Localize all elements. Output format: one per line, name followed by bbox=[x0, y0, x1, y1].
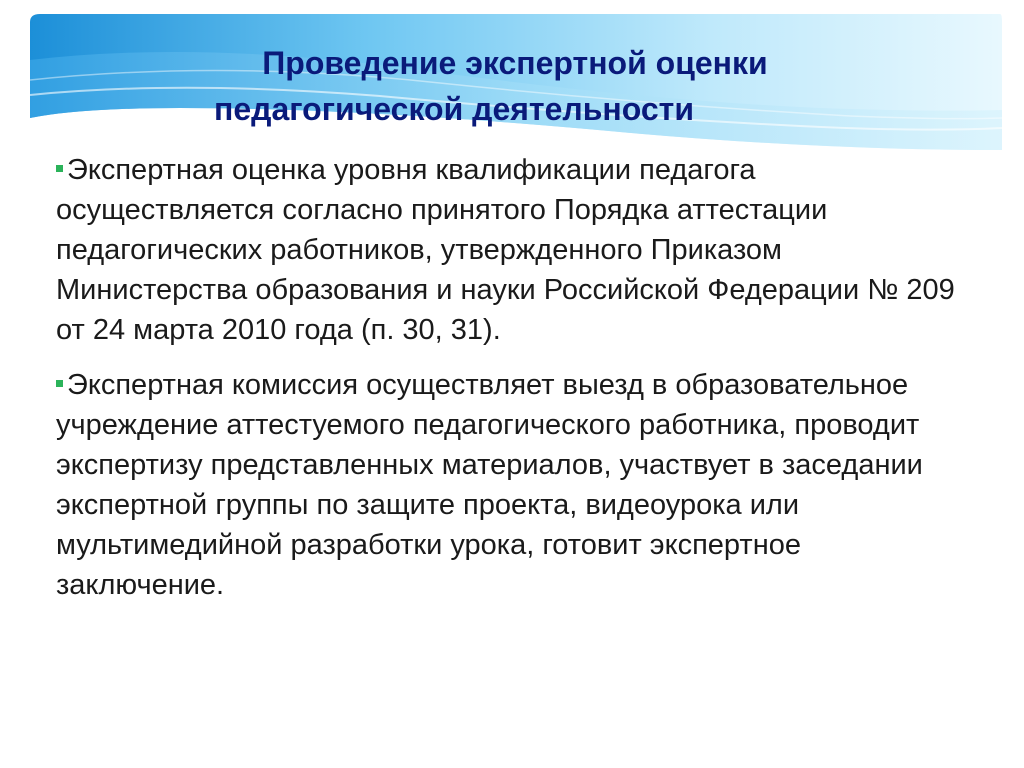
slide-body bbox=[56, 150, 956, 620]
bullet-square-icon bbox=[56, 165, 63, 172]
title-line-2: педагогической деятельности bbox=[214, 91, 694, 127]
title-line-1: Проведение экспертной оценки bbox=[262, 45, 768, 81]
bullet-text: Экспертная комиссия осуществляет выезд в образовательное учреждение аттестуемого педагогического работника, проводит экспертизу представленных материалов, участвует в заседании экспертной группы по защите проекта, видеоурока или мультимедийной разработки урока, готовит экспертное заключение. bbox=[56, 369, 923, 601]
bullet-text: Экспертная оценка уровня квалификации педагога осуществляется согласно принятого Порядка аттестации педагогических работников, утвержденного Приказом Министерства образования и науки Российской Федерации № 209 от 24 марта 2010 года (п. 30, 31). bbox=[56, 154, 955, 346]
bullet-square-icon bbox=[56, 380, 63, 387]
bullet-paragraph bbox=[56, 150, 956, 350]
bullet-paragraph bbox=[56, 365, 956, 605]
slide-title bbox=[150, 40, 880, 132]
